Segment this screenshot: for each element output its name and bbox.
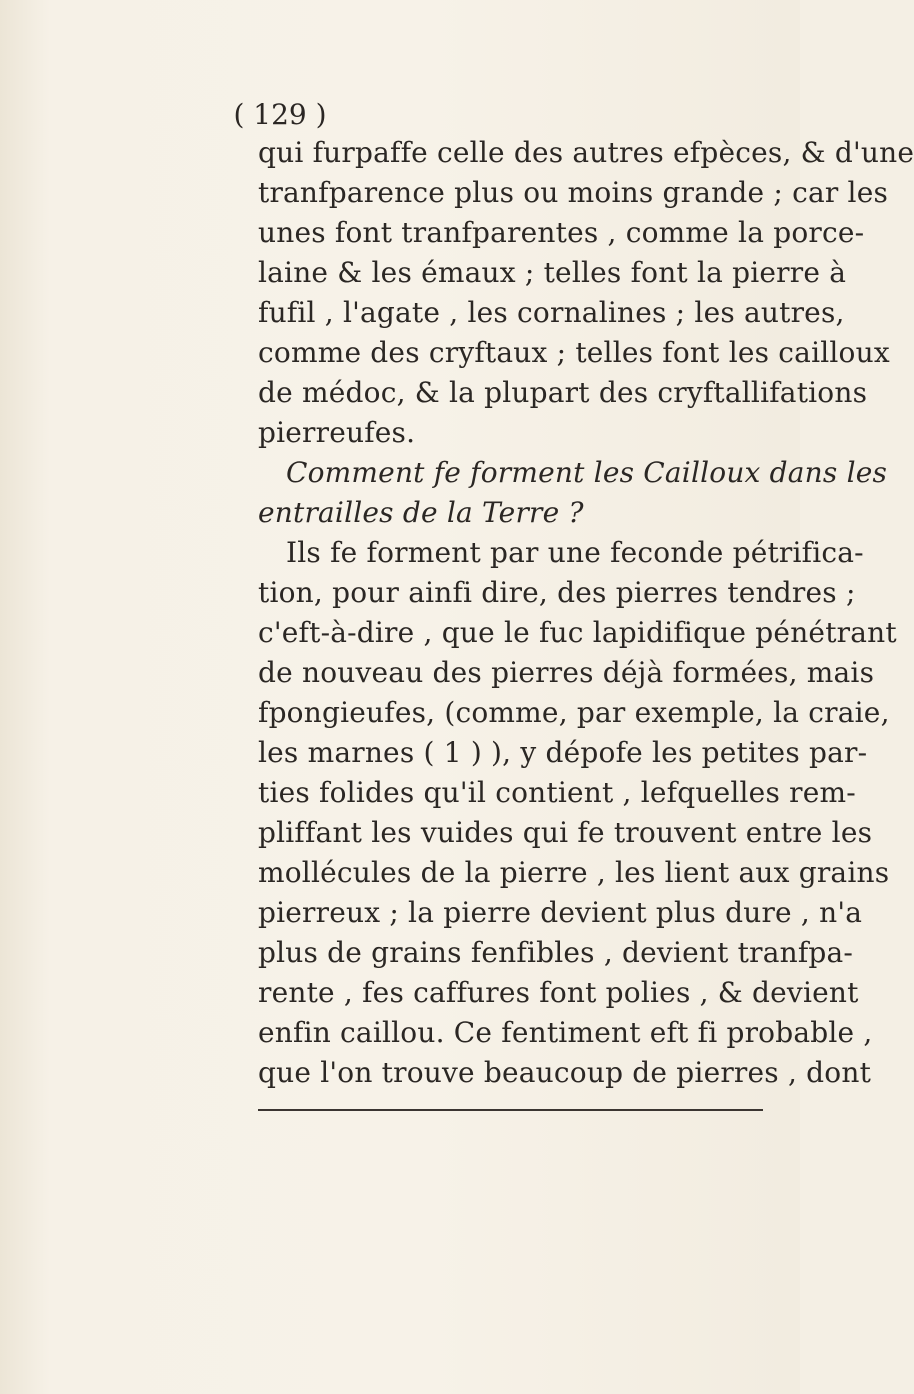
body-line: tion, pour ainfi dire, des pierres tendres ; — [258, 576, 856, 609]
body-line: unes font tranfparentes , comme la porce- — [258, 216, 865, 249]
body-line: pliffant les vuides qui fe trouvent entre les — [258, 816, 873, 849]
body-line: mollécules de la pierre , les lient aux grains — [258, 856, 890, 889]
body-line: fufil , l'agate , les cornalines ; les autres, — [258, 296, 845, 329]
body-line: tranfparence plus ou moins grande ; car les — [258, 176, 889, 209]
footnote-rule — [258, 1109, 763, 1111]
body-line: laine & les émaux ; telles font la pierre à — [258, 256, 847, 289]
body-line: de médoc, & la plupart des cryftallifations — [258, 376, 868, 409]
body-line: fpongieufes, (comme, par exemple, la craie, — [258, 696, 890, 729]
question-heading-line: entrailles de la Terre ? — [258, 496, 584, 529]
body-line: les marnes ( 1 ) ), y dépofe les petites par- — [258, 736, 868, 769]
body-line: que l'on trouve beaucoup de pierres , dont — [258, 1056, 872, 1089]
question-heading-line: Comment fe forment les Cailloux dans les — [286, 456, 888, 489]
body-line: pierreufes. — [258, 416, 416, 449]
body-line: qui furpaffe celle des autres efpèces, & d'une — [258, 136, 914, 169]
body-line: comme des cryftaux ; telles font les cailloux — [258, 336, 890, 369]
body-line: rente , fes caffures font polies , & devient — [258, 976, 859, 1009]
body-line: de nouveau des pierres déjà formées, mais — [258, 656, 875, 689]
body-line: c'eft-à-dire , que le fuc lapidifique pénétrant — [258, 616, 897, 649]
body-line: ties folides qu'il contient , lefquelles rem- — [258, 776, 856, 809]
body-line: enfin caillou. Ce fentiment eft fi probable , — [258, 1016, 873, 1049]
body-line: plus de grains fenfibles , devient tranfpa- — [258, 936, 854, 969]
page-number: ( 129 ) — [233, 98, 327, 131]
body-line: Ils fe forment par une feconde pétrifica- — [286, 536, 864, 569]
body-line: pierreux ; la pierre devient plus dure , n'a — [258, 896, 863, 929]
